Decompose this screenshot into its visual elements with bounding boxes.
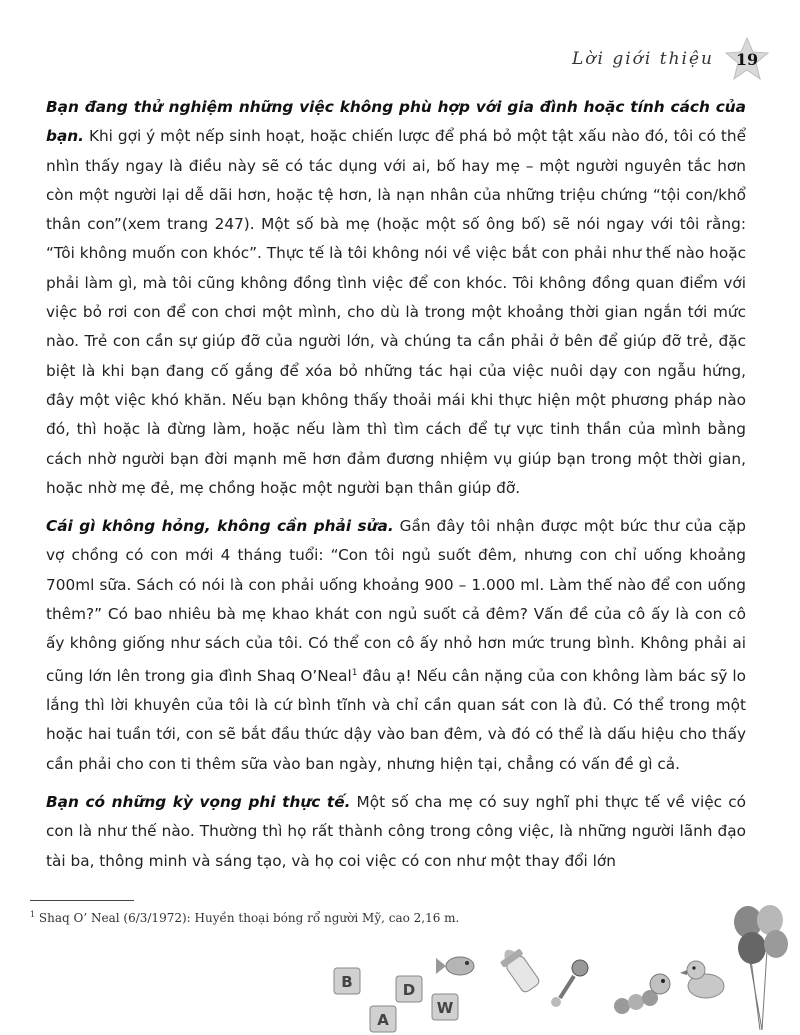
block-a-icon: [370, 1006, 396, 1032]
balloons-icon: [734, 905, 788, 1030]
rubber-duck-icon: [680, 961, 724, 998]
paragraph-1-lead: Bạn đang thử nghiệm những việc không phù hợp với gia đình hoặc tính cách của bạn.: [46, 98, 746, 146]
paragraph-3-lead: Bạn có những kỳ vọng phi thực tế.: [46, 792, 351, 811]
block-w-label: W: [436, 999, 454, 1017]
footnote-mark: 1: [30, 910, 36, 919]
paragraph-2-text: Gần đây tôi nhận được một bức thư của cặp vợ chồng có con mới 4 tháng tuổi: “Con tôi ngủ suốt đêm, nhưng con chỉ uống khoảng 700ml sữa. Sách có nói là con phải uống khoảng 900 – 1.000 ml. Làm thế nào để con uống thêm?” Có bao nhiêu bà mẹ khao khát con ngủ suốt cả đêm? Vấn đề của cô ấy là con cô ấy không giống như sách của tôi. Có thể con cô ấy nhỏ hơn mức trung bình. Không phải ai cũng lớn lên trong gia đình Shaq O’Neal: [46, 517, 747, 685]
paragraph-2-text-after: đâu ạ! Nếu cân nặng của con không làm bác sỹ lo lắng thì lời khuyên của tôi là cứ bình tĩnh và chỉ cần quan sát con là đủ. Có thể trong một hoặc hai tuần tới, con sẽ bắt đầu thức dậy vào ban đêm, và đó có thể là dấu hiệu cho thấy cần phải cho con ti thêm sữa vào ban ngày, nhưng hiện tại, chẳng có vấn đề gì cả.: [46, 666, 746, 773]
block-d-label: D: [402, 981, 416, 999]
block-b-icon: [334, 968, 360, 994]
block-a-label: A: [377, 1011, 389, 1029]
block-w-icon: [432, 994, 458, 1020]
fish-icon: [436, 957, 474, 975]
paragraph-2-lead: Cái gì không hỏng, không cần phải sửa.: [46, 517, 394, 536]
paragraph-3-text: Một số cha mẹ có suy nghĩ phi thực tế về việc có con là như thế nào. Thường thì họ rất thành công trong công việc, là những người lãnh đạo tài ba, thông minh và sáng tạo, và họ coi việc có con như một thay đổi lớn: [46, 792, 746, 870]
block-d-icon: [396, 976, 422, 1002]
caterpillar-icon: [614, 974, 670, 1014]
footnote-text: Shaq O’ Neal (6/3/1972): Huyền thoại bóng rổ người Mỹ, cao 2,16 m.: [38, 911, 460, 925]
paragraph-1-text: Khi gợi ý một nếp sinh hoạt, hoặc chiến lược để phá bỏ một tật xấu nào đó, tôi có thể nhìn thấy ngay là điều này sẽ có tác dụng với ai, bố hay mẹ – một người nguyên tắc hơn còn một người lại dễ dãi hơn, hoặc tệ hơn, là nạn nhân của những triệu chứng “tội con/khổ thân con”(xem trang 247). Một số bà mẹ (hoặc một số ông bố) sẽ nói ngay với tôi rằng: “Tôi không muốn con khóc”. Thực tế là tôi không nói về việc bắt con phải như thế nào hoặc phải làm gì, mà tôi cũng không đồng tình việc để con khóc. Tôi không đồng quan điểm với việc bỏ rơi con để con chơi một mình, cho dù là trong một khoảng thời gian ngắn tới mức nào. Trẻ con cần sự giúp đỡ của người lớn, và chúng ta cần phải ở bên để giúp đỡ trẻ, đặc biệt là khi bạn đang cố gắng để xóa bỏ những tác hại của việc nuôi dạy con ngẫu hứng, đây một việc khó khăn. Nếu bạn không thấy thoải mái khi thực hiện một phương pháp nào đó, thì hoặc là đừng làm, hoặc nếu làm thì tìm cách để tự vực tinh thần của mình bằng cách nhờ người bạn đời mạnh mẽ hơn đảm đương nhiệm vụ giúp bạn trong một thời gian, hoặc nhờ mẹ đẻ, mẹ chồng hoặc một người bạn thân giúp đỡ.: [46, 127, 746, 497]
baby-bottle-icon: [496, 943, 542, 994]
page-number: 19: [735, 49, 759, 69]
block-b-label: B: [341, 973, 353, 991]
footnote-ref[interactable]: 1: [351, 667, 358, 678]
rattle-icon: [551, 960, 588, 1007]
chapter-title: Lời giới thiệu: [572, 49, 714, 69]
